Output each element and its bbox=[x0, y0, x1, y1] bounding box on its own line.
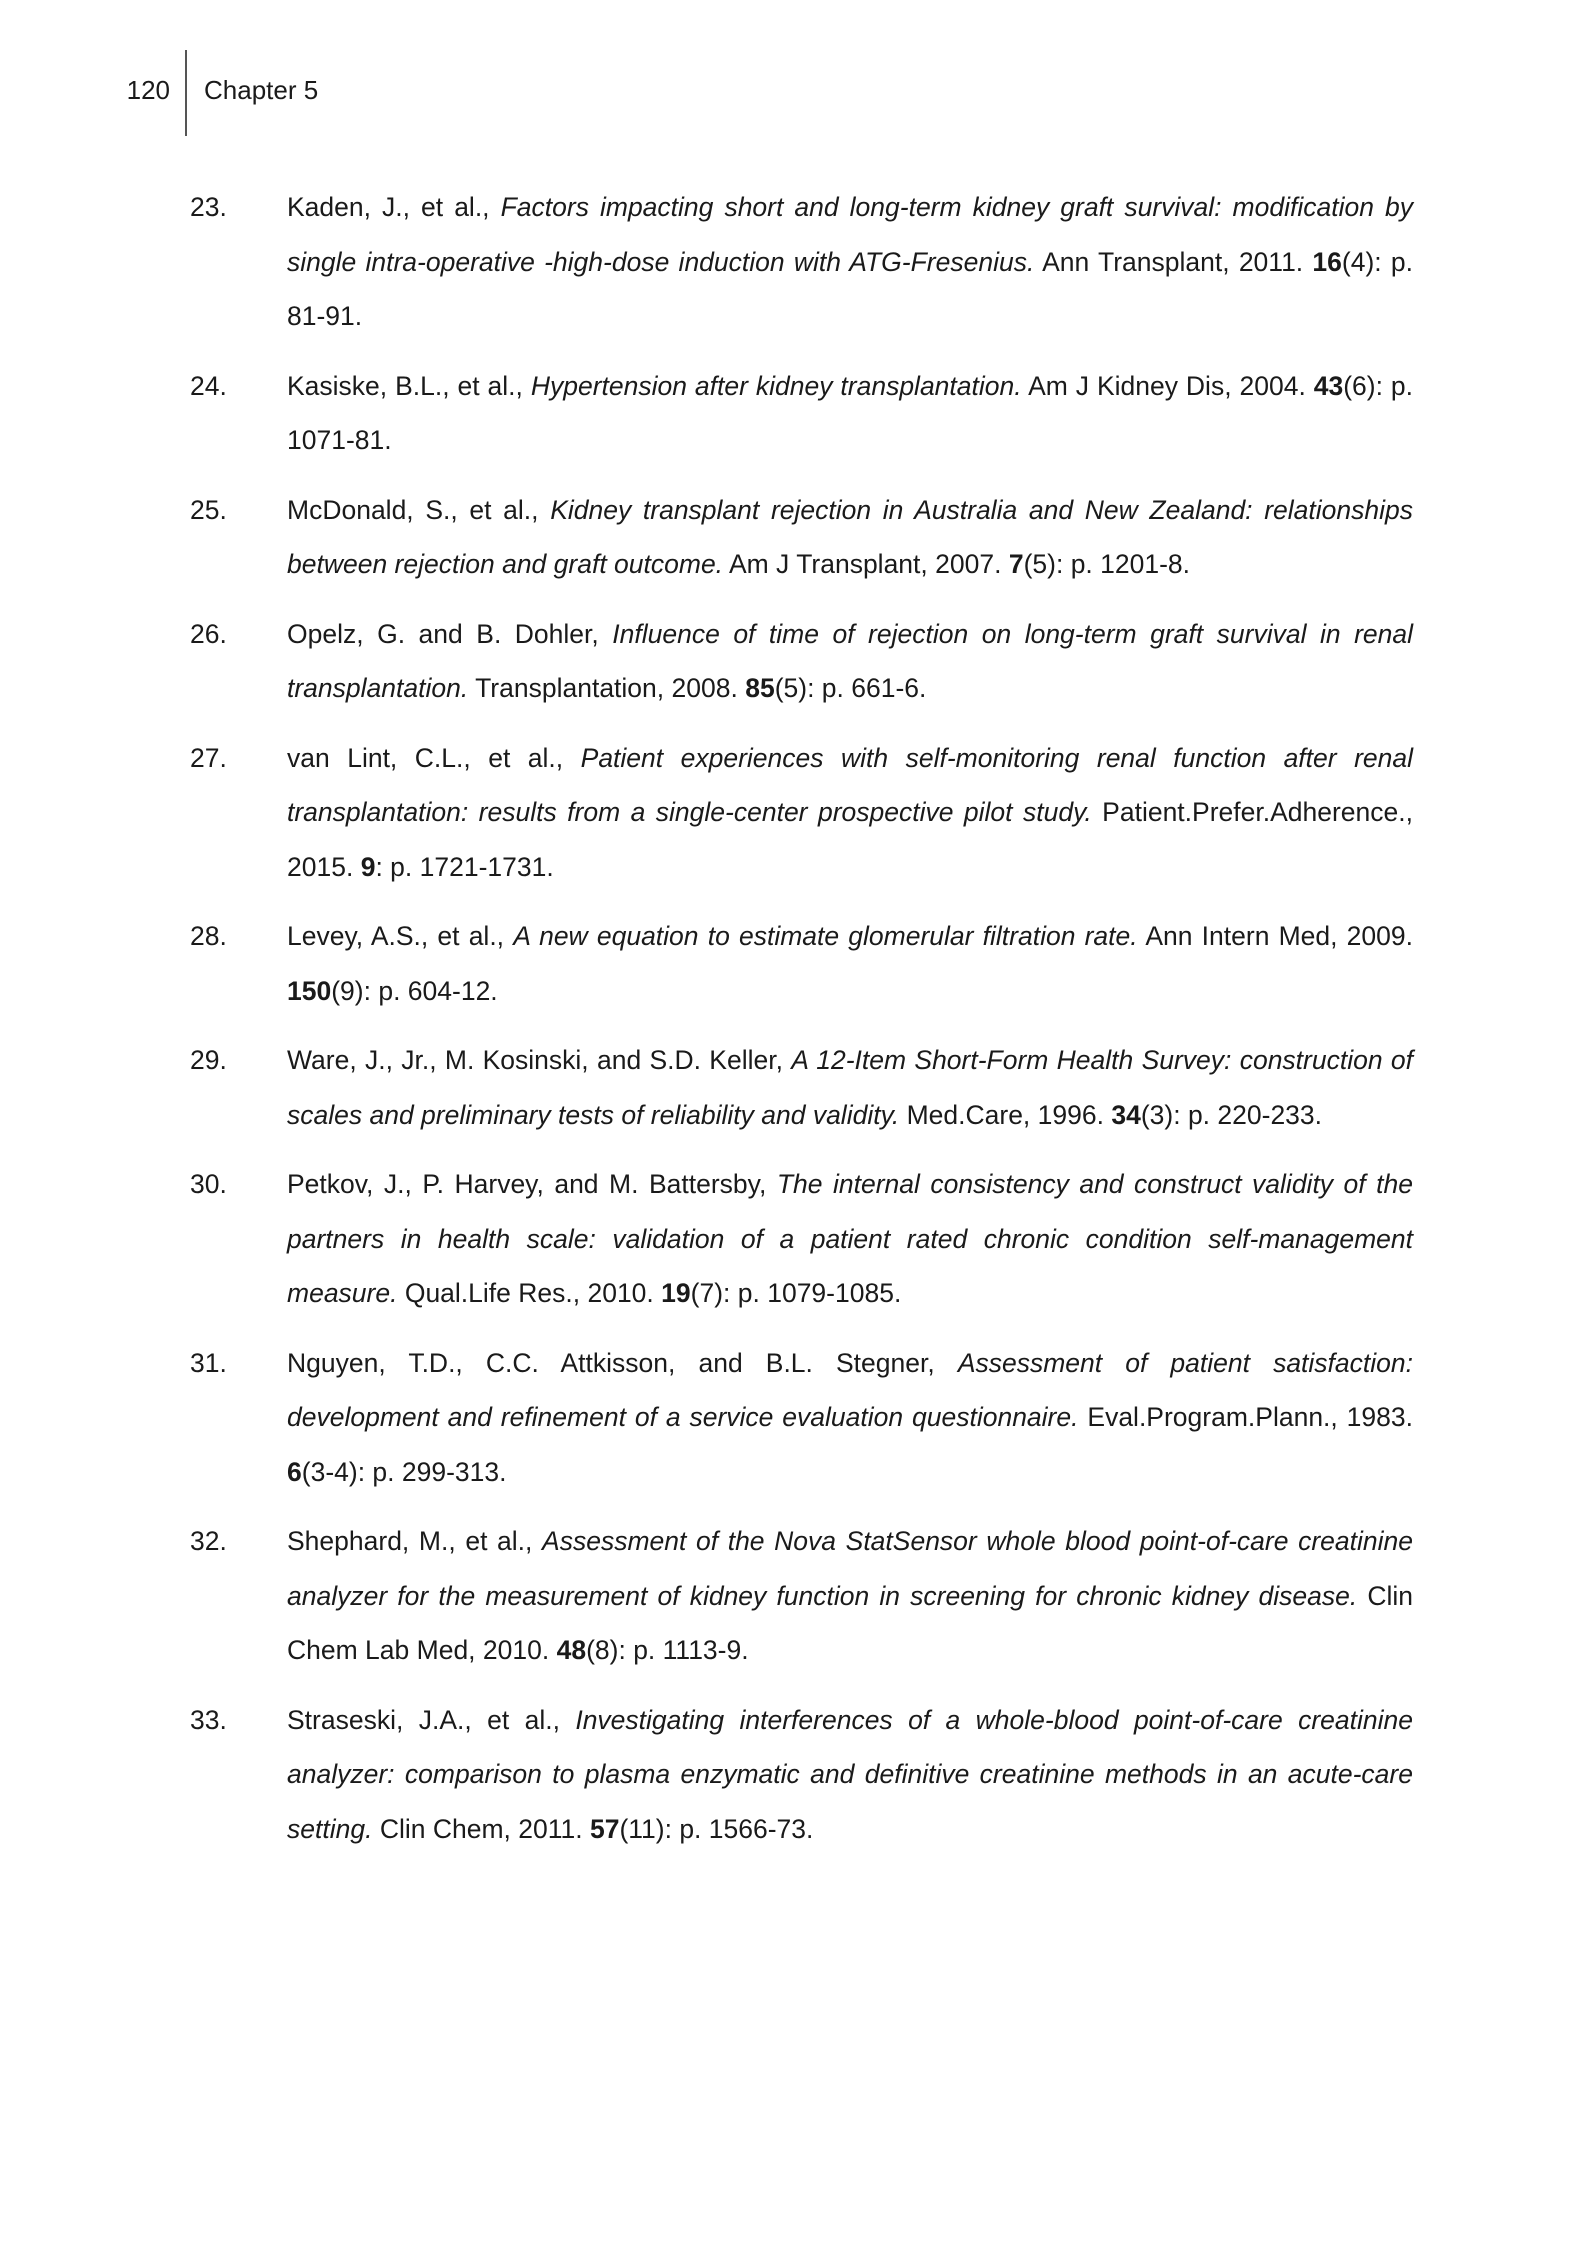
reference-authors: Petkov, J., P. Harvey, and M. Battersby, bbox=[287, 1169, 777, 1199]
reference-item bbox=[0, 1157, 1594, 1321]
reference-title: Patient experiences with self-monitoring renal function after renal transplantation: results from a single-center prospective pilot study. bbox=[287, 742, 1413, 827]
reference-pages: (3-4): p. 299-313. bbox=[301, 1456, 507, 1487]
reference-authors: Levey, A.S., et al., bbox=[287, 921, 514, 951]
reference-title: Factors impacting short and long-term kidney graft survival: modification by single intra-operative -high-dose induction with ATG-Fresenius. bbox=[287, 192, 1413, 277]
reference-authors: Straseski, J.A., et al., bbox=[287, 1704, 576, 1735]
reference-pages: (3): p. 220-233. bbox=[1140, 1099, 1323, 1130]
reference-title: Assessment of the Nova StatSensor whole blood point-of-care creatinine analyzer for the measurement of kidney function in screening for chronic kidney disease. bbox=[287, 1526, 1413, 1611]
reference-source: Am J Kidney Dis, 2004. bbox=[1021, 370, 1314, 401]
reference-pages: (8): p. 1113-9. bbox=[586, 1635, 749, 1665]
reference-volume: 43 bbox=[1313, 370, 1344, 401]
reference-number: 31. bbox=[190, 1347, 227, 1378]
reference-source: Ann Intern Med, 2009. bbox=[1137, 921, 1413, 951]
chapter-title: Chapter 5 bbox=[204, 75, 319, 105]
reference-item bbox=[0, 607, 1594, 716]
reference-volume: 85 bbox=[745, 673, 775, 703]
reference-text bbox=[287, 1514, 1413, 1678]
reference-item bbox=[0, 1033, 1594, 1142]
reference-volume: 34 bbox=[1111, 1099, 1141, 1130]
reference-number: 28. bbox=[190, 921, 227, 951]
reference-pages: (7): p. 1079-1085. bbox=[690, 1278, 902, 1308]
reference-list bbox=[0, 180, 1594, 1871]
reference-pages: : p. 1721-1731. bbox=[375, 851, 554, 882]
reference-text bbox=[287, 731, 1413, 895]
reference-number: 29. bbox=[190, 1045, 227, 1075]
reference-volume: 150 bbox=[287, 975, 332, 1006]
reference-title: Assessment of patient satisfaction: development and refinement of a service evaluation questionnaire. bbox=[287, 1347, 1413, 1432]
reference-pages: (4): p. 81-91. bbox=[287, 246, 1413, 331]
reference-text bbox=[287, 483, 1413, 592]
reference-authors: Kasiske, B.L., et al., bbox=[287, 370, 531, 401]
reference-authors: Nguyen, T.D., C.C. Attkisson, and B.L. Stegner, bbox=[287, 1347, 958, 1378]
reference-authors: van Lint, C.L., et al., bbox=[287, 742, 581, 773]
reference-item bbox=[0, 731, 1594, 895]
reference-number: 27. bbox=[190, 742, 227, 773]
reference-item bbox=[0, 483, 1594, 592]
reference-source: Am J Transplant, 2007. bbox=[723, 549, 1009, 579]
reference-authors: McDonald, S., et al., bbox=[287, 494, 551, 525]
reference-item bbox=[0, 359, 1594, 468]
reference-volume: 7 bbox=[1008, 549, 1024, 579]
reference-pages: (11): p. 1566-73. bbox=[619, 1813, 814, 1844]
reference-volume: 16 bbox=[1312, 246, 1342, 277]
reference-pages: (9): p. 604-12. bbox=[331, 975, 498, 1006]
reference-number: 33. bbox=[190, 1704, 227, 1735]
page-number: 120 bbox=[126, 75, 170, 105]
reference-volume: 6 bbox=[287, 1456, 302, 1487]
reference-volume: 57 bbox=[589, 1813, 620, 1844]
reference-title: Investigating interferences of a whole-blood point-of-care creatinine analyzer: comparison to plasma enzymatic and definitive creatinine methods in an acute-care setting. bbox=[287, 1704, 1413, 1844]
reference-volume: 48 bbox=[556, 1635, 587, 1665]
reference-pages: (5): p. 1201-8. bbox=[1023, 549, 1191, 579]
reference-text bbox=[287, 180, 1413, 344]
reference-title: A new equation to estimate glomerular filtration rate. bbox=[513, 921, 1138, 951]
reference-text bbox=[287, 1033, 1413, 1142]
reference-title: Influence of time of rejection on long-term graft survival in renal transplantation. bbox=[287, 618, 1414, 703]
reference-title: Kidney transplant rejection in Australia and New Zealand: relationships between rejection and graft outcome. bbox=[287, 494, 1413, 579]
reference-number: 23. bbox=[190, 192, 227, 222]
page-header bbox=[0, 50, 1594, 140]
reference-item bbox=[0, 1514, 1594, 1678]
reference-text bbox=[287, 359, 1413, 468]
reference-number: 32. bbox=[190, 1526, 227, 1556]
reference-authors: Opelz, G. and B. Dohler, bbox=[287, 618, 613, 649]
reference-item bbox=[0, 180, 1594, 344]
reference-text bbox=[287, 1157, 1413, 1321]
reference-authors: Shephard, M., et al., bbox=[287, 1526, 543, 1556]
reference-text bbox=[287, 1693, 1413, 1857]
reference-number: 30. bbox=[190, 1169, 227, 1199]
reference-item bbox=[0, 1336, 1594, 1500]
reference-pages: (5): p. 661-6. bbox=[774, 673, 927, 703]
reference-title: The internal consistency and construct validity of the partners in health scale: validation of a patient rated chronic condition self-management measure. bbox=[287, 1169, 1413, 1308]
reference-volume: 19 bbox=[661, 1278, 691, 1308]
reference-item bbox=[0, 909, 1594, 1018]
reference-authors: Kaden, J., et al., bbox=[287, 192, 501, 222]
reference-source: Patient.Prefer.Adherence., 2015. bbox=[287, 797, 1413, 882]
reference-source: Eval.Program.Plann., 1983. bbox=[1078, 1402, 1413, 1432]
reference-number: 26. bbox=[190, 618, 227, 649]
reference-title: A 12-Item Short-Form Health Survey: construction of scales and preliminary tests of reliability and validity. bbox=[287, 1045, 1413, 1130]
reference-source: Qual.Life Res., 2010. bbox=[397, 1278, 662, 1308]
reference-pages: (6): p. 1071-81. bbox=[287, 370, 1414, 455]
reference-text bbox=[287, 909, 1413, 1018]
reference-source: Clin Chem, 2011. bbox=[372, 1813, 590, 1844]
reference-source: Ann Transplant, 2011. bbox=[1034, 246, 1313, 277]
reference-text bbox=[287, 1336, 1413, 1500]
reference-source: Transplantation, 2008. bbox=[468, 673, 746, 703]
header-divider bbox=[185, 50, 187, 136]
reference-text bbox=[287, 607, 1413, 716]
reference-item bbox=[0, 1693, 1594, 1857]
reference-authors: Ware, J., Jr., M. Kosinski, and S.D. Keller, bbox=[287, 1045, 792, 1075]
reference-number: 25. bbox=[190, 494, 227, 525]
reference-volume: 9 bbox=[360, 851, 376, 882]
reference-number: 24. bbox=[190, 370, 227, 401]
reference-source: Med.Care, 1996. bbox=[899, 1099, 1112, 1130]
reference-title: Hypertension after kidney transplantation. bbox=[530, 370, 1022, 401]
reference-source: Clin Chem Lab Med, 2010. bbox=[287, 1580, 1413, 1665]
